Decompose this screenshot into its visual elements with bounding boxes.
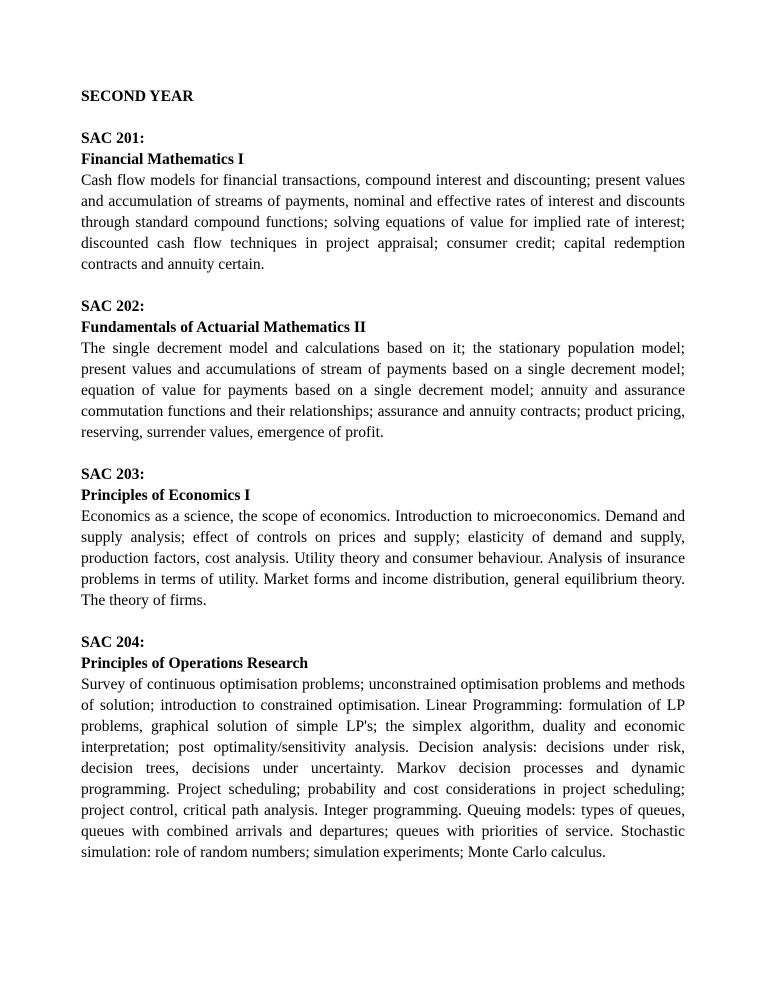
course-code: SAC 203: <box>81 466 145 483</box>
course-sac-201 <box>81 128 685 275</box>
course-title: Financial Mathematics I <box>81 151 244 168</box>
course-title: Fundamentals of Actuarial Mathematics II <box>81 319 367 336</box>
course-code: SAC 201: <box>81 130 145 147</box>
course-description: Cash flow models for financial transactions, compound interest and discounting; present values and accumulation of streams of payments, nominal and effective rates of interest and discounts through standard compound functions; solving equations of value for implied rate of interest; discounted cash flow techniques in project appraisal; consumer credit; capital redemption contracts and annuity certain. <box>81 172 685 273</box>
course-code: SAC 202: <box>81 298 145 315</box>
course-sac-203 <box>81 464 685 611</box>
course-title: Principles of Operations Research <box>81 655 309 672</box>
document-page <box>81 86 685 884</box>
course-sac-202 <box>81 296 685 443</box>
page-heading: SECOND YEAR <box>81 88 194 105</box>
course-description: Economics as a science, the scope of economics. Introduction to microeconomics. Demand and supply analysis; effect of controls on prices and supply; elasticity of demand and supply, production factors, cost analysis. Utility theory and consumer behaviour. Analysis of insurance problems in terms of utility. Market forms and income distribution, general equilibrium theory. The theory of firms. <box>81 508 685 609</box>
course-title: Principles of Economics I <box>81 487 251 504</box>
course-code: SAC 204: <box>81 634 145 651</box>
course-sac-204 <box>81 632 685 863</box>
course-description: The single decrement model and calculations based on it; the stationary population model; present values and accumulations of stream of payments based on a single decrement model; equation of value for payments based on a single decrement model; annuity and assurance commutation functions and their relationships; assurance and annuity contracts; product pricing, reserving, surrender values, emergence of profit. <box>81 340 685 441</box>
course-description: Survey of continuous optimisation problems; unconstrained optimisation problems and methods of solution; introduction to constrained optimisation. Linear Programming: formulation of LP problems, graphical solution of simple LP's; the simplex algorithm, duality and economic interpretation; post optimality/sensitivity analysis. Decision analysis: decisions under risk, decision trees, decisions under uncertainty. Markov decision processes and dynamic programming. Project scheduling; probability and cost considerations in project scheduling; project control, critical path analysis. Integer programming. Queuing models: types of queues, queues with combined arrivals and departures; queues with priorities of service. Stochastic simulation: role of random numbers; simulation experiments; Monte Carlo calculus. <box>81 676 685 861</box>
